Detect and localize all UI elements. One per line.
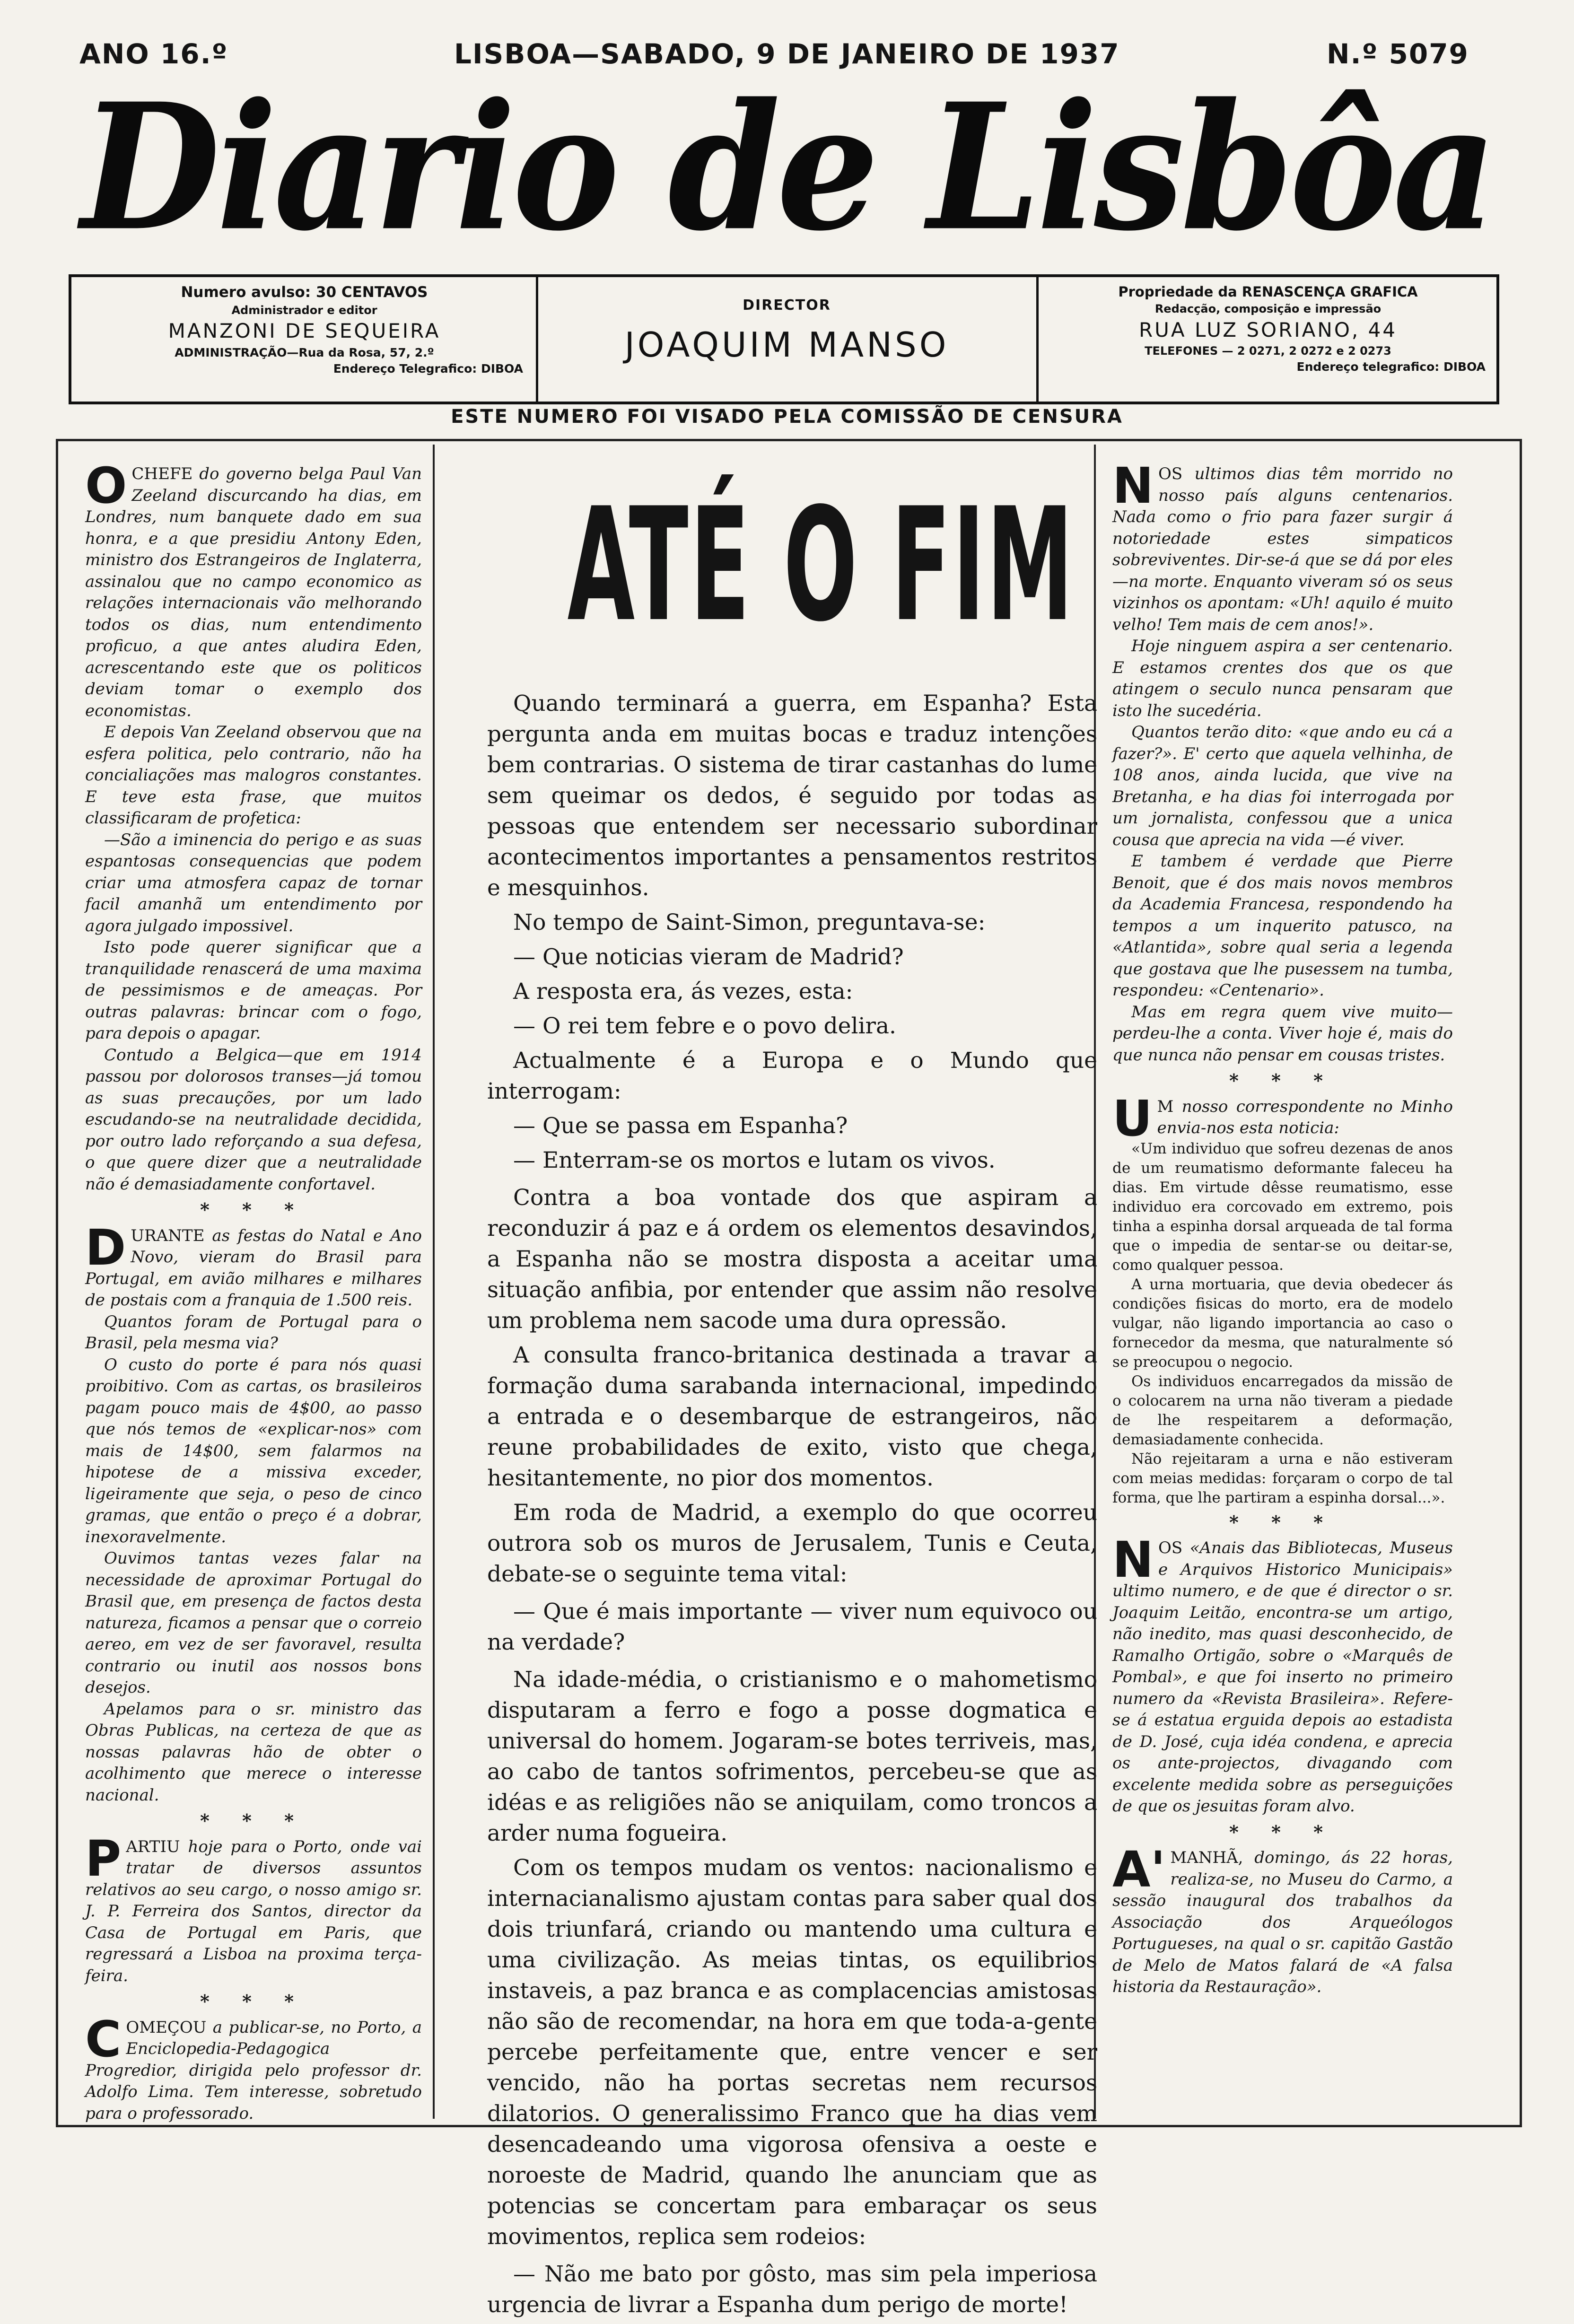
drop-cap: O <box>85 457 127 515</box>
right-section-4: A' MANHÃ, domingo, ás 22 horas, realiza-se, no Museu do Carmo, a sessão inaugural dos trabalhos da Associação dos Arqueólogos Portugueses, na qual o sr. capitão Gastão de Melo de Matos falará de «A falsa historia da Restauração». <box>1112 1841 1453 1996</box>
article-paragraph: — Enterram-se os mortos e lutam os vivos. <box>513 1147 996 1173</box>
section-separator: * * * <box>200 1810 307 1831</box>
issue-number: N.º 5079 <box>1327 38 1469 70</box>
admin-label: Administrador e editor <box>231 303 377 317</box>
paragraph: Isto pode querer significar que a tranquilidade renascerá de uma maxima de pessimismos e de ameaças. Por outras palavras: brincar com o fogo, para depois o apagar. <box>85 938 422 1043</box>
paragraph: Hoje ninguem aspira a ser centenario. E estamos crentes dos que os que atingem o seculo nunca pensaram que isto lhe sucedéria. <box>1112 637 1453 720</box>
telegraph-right: Endereço telegrafico: DIBOA <box>1296 359 1486 374</box>
paragraph: Quantos terão dito: «que ando eu cá a fazer?». E' certo que aquela velhinha, de 108 anos, ainda lucida, que vive na Bretanha, e ha dias foi interrogada por um jornalista, confessou que a unica cousa que aprecia na vida —é viver. <box>1112 723 1453 849</box>
dateline: LISBOA—SABADO, 9 DE JANEIRO DE 1937 <box>454 38 1120 70</box>
left-section-2: DURANTE as festas do Natal e Ano Novo, vieram do Brasil para Portugal, em avião milhares e milhares de postais com a franquia de 1.500 reis. <box>85 1218 422 1310</box>
article-paragraph: A consulta franco-britanica destinada a travar a formação duma sarabanda internacional, impedindo a entrada e o desembarque de estrangeiros, não reune probabilidades de exito, visto que chega, hesitantemente, no pior dos momentos. <box>487 1342 1097 1491</box>
redaction-label: Redacção, composição e impressão <box>1154 302 1382 316</box>
section-separator: * * * <box>200 1991 307 2012</box>
left-section-1: OCHEFE do governo belga Paul Van Zeeland discurcando ha dias, em Londres, num banquete dado em sua honra, e a que presidiu Antony Eden, ministro dos Estrangeiros de Inglaterra, assinalou que no campo economico as relações internacionais vão melhorando todos os dias, num entendimento proficuo, a que antes aludira Eden, acrescentando este que os politicos deviam tomar o exemplo dos economistas. <box>85 457 422 720</box>
quote-paragraph: A urna mortuaria, que devia obedecer ás condições fisicas do morto, era de modelo vulgar, não ligando importancia ao caso o fornecedor da mesma, que naturalmente só se preocupou o negocio. <box>1112 1276 1453 1371</box>
paragraph: Apelamos para o sr. ministro das Obras Publicas, na certeza de que as nossas palavras hão de obter o acolhimento que merece o interesse nacional. <box>85 1699 422 1805</box>
info-left <box>76 283 533 376</box>
issue-year: ANO 16.º <box>79 38 228 70</box>
info-divider-right <box>1036 277 1039 402</box>
phones: TELEFONES — 2 0271, 2 0272 e 2 0273 <box>1145 344 1391 358</box>
censorship-notice: ESTE NUMERO FOI VISADO PELA COMISSÃO DE CENSURA <box>451 406 1123 428</box>
quote-paragraph: Os individuos encarregados da missão de o colocarem na urna não tiveram a piedade de lhe respeitarem a deformação, demasiadamente conhecida. <box>1112 1372 1453 1448</box>
left-column <box>85 457 422 2124</box>
paragraph: Mas em regra quem vive muito—perdeu-lhe a conta. Viver hoje é, mais do que nunca não pensar em cousas tristes. <box>1112 1002 1453 1065</box>
article-paragraph: — Que noticias vieram de Madrid? <box>513 944 904 970</box>
section-separator: * * * <box>1229 1511 1337 1533</box>
right-section-1: NOS ultimos dias têm morrido no nosso país alguns centenarios. Nada como o frio para fazer surgir á notoriedade estes simpaticos sobreviventes. Dir-se-á que se dá por eles—na morte. Enquanto viveram só os seus vizinhos os apontam: «Uh! aquilo é muito velho! Tem mais de cem anos!». <box>1112 457 1453 634</box>
info-right <box>1041 283 1495 375</box>
main-article <box>487 688 1097 2324</box>
article-paragraph: — Que se passa em Espanha? <box>513 1113 848 1139</box>
info-box <box>69 274 1499 404</box>
drop-cap: U <box>1112 1089 1153 1147</box>
paragraph: O custo do porte é para nós quasi proibitivo. Com as cartas, os brasileiros pagam pouco mais de 4$00, ao passo que nós temos de «explicar-nos» com mais de 14$00, sem falarmos na hipotese de a missiva exceder, ligeiramente que seja, o peso de cinco gramas, que então o preço é a dobrar, inexoravelmente. <box>85 1355 422 1546</box>
article-paragraph: — O rei tem febre e o povo delira. <box>513 1013 896 1039</box>
article-paragraph: A resposta era, ás vezes, esta: <box>513 979 853 1005</box>
article-paragraph: Contra a boa vontade dos que aspiram a reconduzir á paz e á ordem os elementos desavindos, a Espanha não se mostra disposta a aceitar uma situação anfibia, por entender que assim não resolve um problema nem sacode uma dura opressão. <box>487 1185 1097 1334</box>
drop-cap: P <box>85 1829 122 1887</box>
admin-address: ADMINISTRAÇÃO—Rua da Rosa, 57, 2.º <box>175 345 434 359</box>
drop-cap: N <box>1112 1531 1154 1589</box>
drop-cap: N <box>1112 457 1154 515</box>
director-label: DIRECTOR <box>743 297 831 314</box>
left-section-4: COMEÇOU a publicar-se, no Porto, a Enciclopedia-Pedagogica Progredior, dirigida pelo professor dr. Adolfo Lima. Tem interesse, sobretudo para o professorado. <box>85 2010 422 2123</box>
drop-cap: A' <box>1112 1841 1166 1898</box>
quote-paragraph: «Um individuo que sofreu dezenas de anos de um reumatismo deformante faleceu ha dias. Em virtude dêsse reumatismo, esse individuo era corcovado em extremo, pois tinha a espinha dorsal arqueada de tal forma que o impedia de sentar-se ou deitar-se, como qualquer pessoa. <box>1112 1140 1453 1274</box>
director-name: JOAQUIM MANSO <box>624 324 949 365</box>
article-paragraph: No tempo de Saint-Simon, preguntava-se: <box>513 909 986 935</box>
article-paragraph: Actualmente é a Europa e o Mundo que interrogam: <box>487 1048 1097 1104</box>
paragraph: E depois Van Zeeland observou que na esfera politica, pelo contrario, não ha concialiações mas malogros constantes. E teve esta frase, que muitos classificaram de profetica: <box>85 723 422 828</box>
article-paragraph: Com os tempos mudam os ventos: nacionalismo e internacianalismo ajustam contas para saber qual dos dois triunfará, criando ou mantendo uma cultura e uma civilização. As meias tintas, os equilibrios instaveis, a paz branca e as complacencias amistosas não são de recomendar, na hora em que toda-a-gente percebe perfeitamente que, entre vencer e ser vencido, não ha portas secretas nem recursos dilatorios. O generalissimo Franco que ha dias vem desencadeando uma vigorosa ofensiva a oeste e noroeste de Madrid, quando lhe anunciam que as potencias se concertam para embaraçar os seus movimentos, replica sem rodeios: <box>487 1855 1097 2250</box>
column-rule-left <box>433 445 435 2119</box>
paragraph: —São a iminencia do perigo e as suas espantosas consequencias que podem criar uma atmosfera capaz de tornar facil amanhã um entendimento por agora julgado impossivel. <box>85 830 422 935</box>
paragraph: Quantos foram de Portugal para o Brasil, pela mesma via? <box>85 1312 422 1353</box>
section-separator: * * * <box>200 1199 307 1220</box>
right-section-3: NOS «Anais das Bibliotecas, Museus e Arquivos Historico Municipais» ultimo numero, e de que é director o sr. Joaquim Leitão, encontra-se um artigo, não inedito, mas quasi desconhecido, de Ramalho Ortigão, sobre o «Marquês de Pombal», e que foi inserto no primeiro numero da «Revista Brasileira». Refere-se á estatua erguida depois ao estadista de D. José, cuja idéa condena, e aprecia os ante-projectos, divagando com excelente medida sobre as perseguições de que os jesuitas foram alvo. <box>1112 1531 1453 1816</box>
drop-cap: D <box>85 1218 126 1276</box>
left-section-3: PARTIU hoje para o Porto, onde vai tratar de diversos assuntos relativos ao seu cargo, o nosso amigo sr. J. P. Ferreira dos Santos, director da Casa de Portugal em Paris, que regressará a Lisboa na proxima terça-feira. <box>85 1829 422 1985</box>
info-center <box>540 296 1034 368</box>
right-section-2: U M nosso correspondente no Minho envia-nos esta noticia: <box>1112 1089 1453 1147</box>
section-separator: * * * <box>1229 1070 1337 1091</box>
paragraph: Contudo a Belgica—que em 1914 passou por dolorosos transes—já tomou as suas precauções, por um lado escudando-se na neutralidade decidida, por outro lado reforçando a sua defesa, o que quere dizer que a neutralidade não é demasiadamente confortavel. <box>85 1045 422 1194</box>
admin-name: MANZONI DE SEQUEIRA <box>168 319 441 343</box>
article-paragraph: Na idade-média, o cristianismo e o mahometismo disputaram a ferro e fogo a posse dogmatica e universal do homem. Jogaram-se botes terriveis, mas, ao cabo de tantos sofrimentos, percebeu-se que as idéas e as religiões não se aniquilam, como troncos a arder numa fogueira. <box>487 1667 1097 1846</box>
article-paragraph: Em roda de Madrid, a exemplo do que ocorreu outrora sob os muros de Jerusalem, Tunis e Ceuta, debate-se o seguinte tema vital: <box>487 1500 1097 1587</box>
masthead-title: Diario de Lisbôa <box>80 66 1494 270</box>
article-paragraph: — Não me bato por gôsto, mas sim pela imperiosa urgencia de livrar a Espanha dum perigo de morte! <box>487 2261 1097 2318</box>
quote-paragraph: Não rejeitaram a urna e não estiveram com meias medidas: forçaram o corpo de tal forma, que lhe partiram a espinha dorsal...». <box>1112 1450 1453 1506</box>
article-paragraph: — Que é mais importante — viver num equivoco ou na verdade? <box>487 1599 1097 1655</box>
office-address: RUA LUZ SORIANO, 44 <box>1138 318 1398 341</box>
price-line: Numero avulso: 30 CENTAVOS <box>181 284 428 301</box>
telegraph-left: Endereço Telegrafico: DIBOA <box>333 361 523 376</box>
drop-cap: C <box>85 2010 122 2068</box>
info-divider-left <box>536 277 538 402</box>
paragraph: E tambem é verdade que Pierre Benoit, que é dos mais novos membros da Academia Francesa, respondendo ha tempos a um inquerito patusco, na «Atlantida», sobre qual seria a legenda que gostava que lhe pusessem na tumba, respondeu: «Centenario». <box>1112 852 1453 1000</box>
right-column <box>1112 457 1453 1998</box>
article-paragraph: Quando terminará a guerra, em Espanha? Esta pergunta anda em muitas bocas e traduz intenções bem contrarias. O sistema de tirar castanhas do lume sem queimar os dedos, é seguido por todas as pessoas que entendem ser necessario subordinar acontecimentos importantes a pensamentos restritos e mesquinhos. <box>487 690 1097 901</box>
section-separator: * * * <box>1229 1821 1337 1843</box>
main-headline: ATÉ O FIM <box>567 474 1075 656</box>
owner-line: Propriedade da RENASCENÇA GRAFICA <box>1118 284 1418 300</box>
paragraph: Ouvimos tantas vezes falar na necessidade de aproximar Portugal do Brasil que, em presença de factos desta natureza, ficamos a pensar que o correio aereo, em vez de ser favoravel, resulta contrario ou inutil aos nossos bons desejos. <box>85 1549 422 1697</box>
